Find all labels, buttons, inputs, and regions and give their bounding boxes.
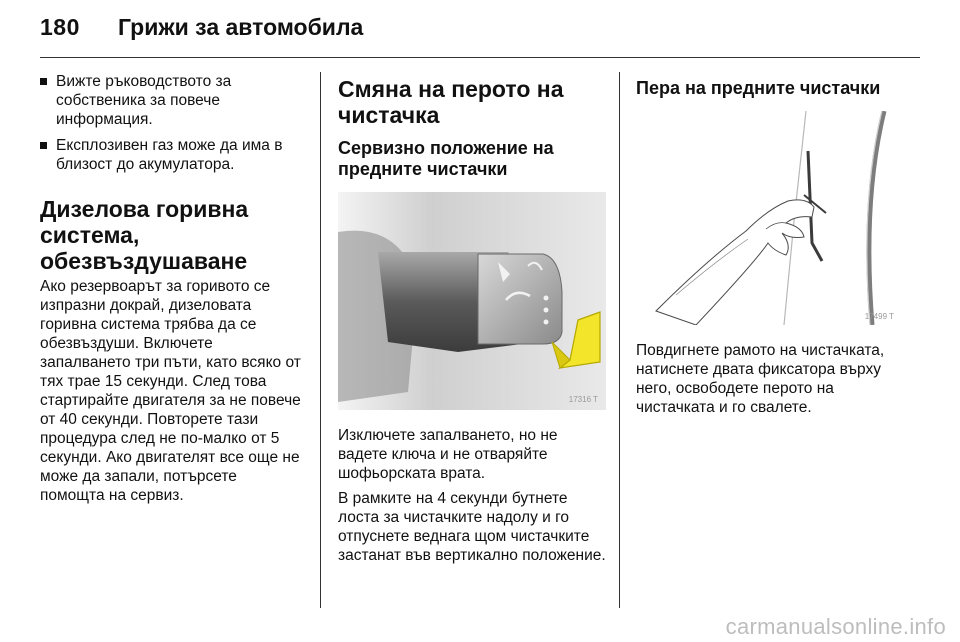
- running-head: Грижи за автомобила: [118, 14, 364, 40]
- column-divider-2: [619, 72, 620, 608]
- diesel-body: Ако резервоарът за горивото се изпразни докрай, дизеловата горивна система трябва да се обезвъздуши. Включете запалването три пъти, като всяко от тях трае 15 секунди. След това стартирайте двигателя за не повече от 40 секунди. Повторете тази процедура след не по-малко от 5 секунди. Ако двигателят все още не може да запали, потърсете помощта на сервиз.: [40, 278, 301, 504]
- wiper-para-2: В рамките на 4 секунди бутнете лоста за чистачките надолу и го отпуснете веднага щом чистачките застанат във вертикално положение.: [338, 490, 606, 564]
- wiper-lever-illustration: [338, 192, 606, 410]
- service-position-subheading: Сервизно положение на предните чистачки: [338, 138, 554, 179]
- wiper-lever-drawing: [338, 192, 606, 410]
- wiper-para-1: Изключете запалването, но не вадете ключа и не отваряйте шофьорската врата.: [338, 427, 558, 482]
- column-divider-1: [320, 72, 321, 608]
- figure-code: 17499 T: [864, 312, 894, 321]
- bullet-text: Експлозивен газ може да има в близост до акумулатора.: [56, 137, 283, 173]
- column-1: [40, 72, 302, 505]
- bullet-text: Вижте ръководството за собственика за повече информация.: [56, 73, 232, 128]
- front-blades-heading: Пера на предните чистачки: [636, 78, 881, 98]
- bullet-list: [40, 72, 302, 174]
- bullet-item: [40, 136, 302, 174]
- bullet-square-icon: [40, 142, 47, 149]
- wiper-blade-illustration: [636, 111, 900, 325]
- column-2: [338, 72, 608, 565]
- bullet-square-icon: [40, 78, 47, 85]
- diesel-heading: Дизелова горивна система, обезвъздушаване: [40, 196, 249, 274]
- bullet-item: [40, 72, 302, 129]
- blade-removal-para: Повдигнете рамото на чистачката, натиснете двата фиксатора върху него, освободете перото на чистачката и го свалете.: [636, 342, 885, 416]
- figure-code: 17316 T: [568, 395, 598, 404]
- wiper-blade-heading: Смяна на перото на чистачка: [338, 76, 564, 128]
- header-rule: [40, 57, 920, 58]
- watermark: carmanualsonline.info: [725, 614, 946, 639]
- page-number: 180: [40, 14, 80, 40]
- column-3: [636, 72, 906, 417]
- wiper-blade-drawing: [636, 111, 900, 325]
